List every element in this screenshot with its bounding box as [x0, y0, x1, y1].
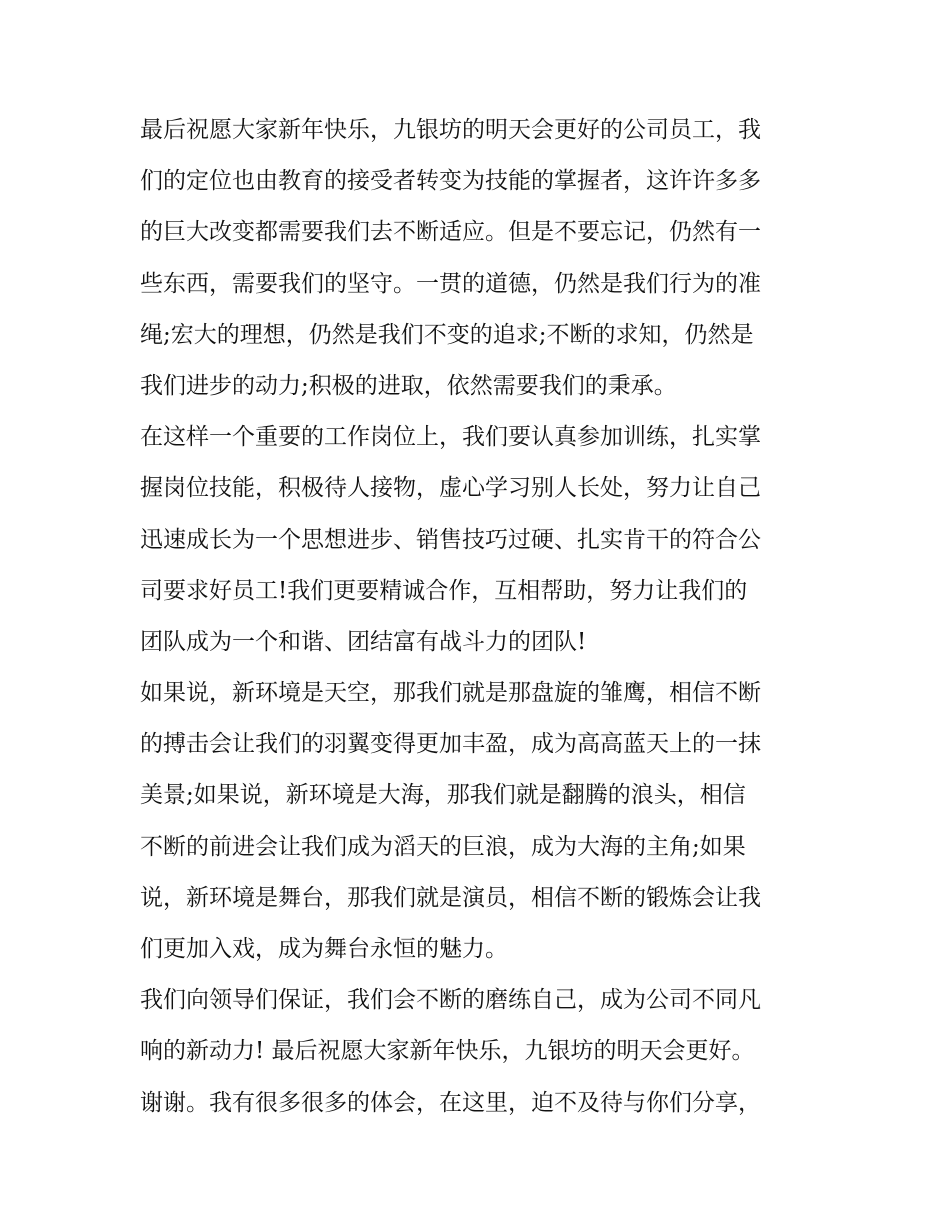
text-line: 的搏击会让我们的羽翼变得更加丰盈，成为高高蓝天上的一抹 [140, 731, 761, 758]
text-line: 美景;如果说，新环境是大海，那我们就是翻腾的浪头，相信 [140, 782, 746, 809]
text-line: 绳;宏大的理想，仍然是我们不变的追求;不断的求知，仍然是 [140, 321, 754, 348]
text-line: 的巨大改变都需要我们去不断适应。但是不要忘记，仍然有一 [140, 219, 761, 246]
paragraph-1 [140, 105, 816, 412]
paragraph-3 [140, 668, 816, 975]
text-line: 迅速成长为一个思想进步、销售技巧过硬、扎实肯干的符合公 [140, 526, 761, 553]
text-line: 谢谢。我有很多很多的体会，在这里，迫不及待与你们分享， [140, 1089, 761, 1116]
text-line: 说，新环境是舞台，那我们就是演员，相信不断的锻炼会让我 [140, 884, 761, 911]
text-line: 如果说，新环境是天空，那我们就是那盘旋的雏鹰，相信不断 [140, 680, 761, 707]
paragraph-4 [140, 975, 816, 1129]
text-line: 最后祝愿大家新年快乐，九银坊的明天会更好的公司员工，我 [140, 117, 761, 143]
text-line: 们更加入戏，成为舞台永恒的魅力。 [140, 936, 508, 962]
text-line: 不断的前进会让我们成为滔天的巨浪，成为大海的主角;如果 [140, 833, 746, 860]
text-line: 响的新动力! 最后祝愿大家新年快乐，九银坊的明天会更好。 [140, 1038, 755, 1065]
text-line: 在这样一个重要的工作岗位上，我们要认真参加训练，扎实掌 [140, 424, 761, 451]
text-line: 握岗位技能，积极待人接物，虚心学习别人长处，努力让自己 [140, 475, 761, 502]
text-line: 团队成为一个和谐、团结富有战斗力的团队! [140, 628, 587, 655]
text-line: 们的定位也由教育的接受者转变为技能的掌握者，这许许多多 [140, 168, 761, 195]
paragraph-2 [140, 412, 816, 668]
text-line: 我们进步的动力;积极的进取，依然需要我们的秉承。 [140, 372, 677, 399]
text-line: 司要求好员工!我们更要精诚合作，互相帮助，努力让我们的 [140, 577, 748, 604]
document-body [140, 105, 816, 1129]
text-line: 我们向领导们保证，我们会不断的磨练自己，成为公司不同凡 [140, 987, 761, 1014]
text-line: 些东西，需要我们的坚守。一贯的道德，仍然是我们行为的准 [140, 270, 761, 297]
